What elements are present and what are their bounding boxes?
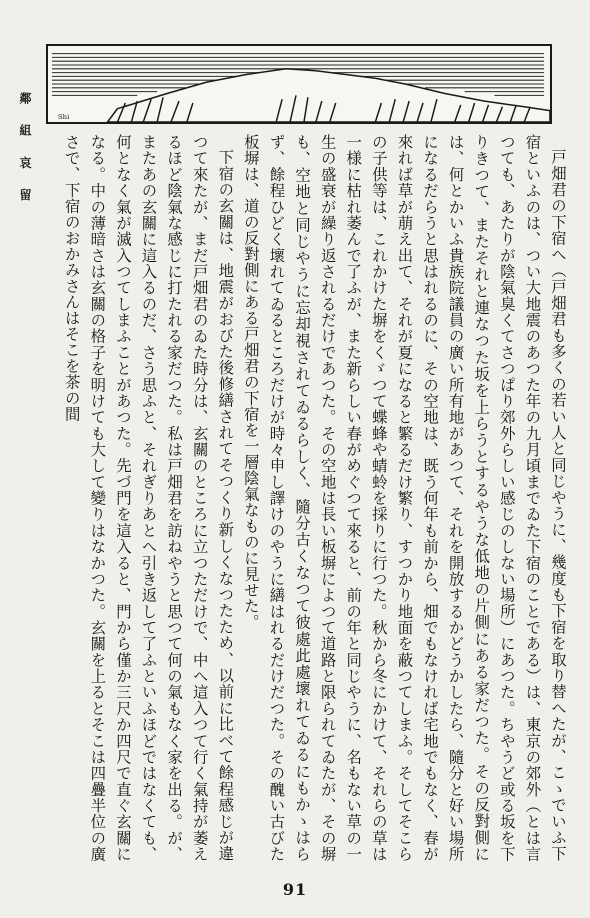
- artist-signature: Shi: [57, 113, 70, 122]
- mountain-landscape-image: [48, 46, 550, 122]
- paragraph: 戸畑君の下宿へ（戸畑君も多くの若い人と同じやうに、幾度も下宿を取り替へたが、こゝでいふ下宿といふのは、つい大地震のあつた年の九月頃までゐた下宿のことである）は、東京の郊外（とは言つても、あたりが陰氣臭くてさつぱり郊外らしい感じのしない場所）にあつた。ちやうど或る坂を下りきつて、またそれと連なつた坂を上らうとするやうな低地の片側にある家だつた。その反對側には、何とかいふ貴族院議員の廣い所有地があつて、それを開放するかどうかしたら、隨分と好い場所になるだらうと思はれるのに、その空地は、既う何年も前から、畑でもなければ宅地でもなく、春が來れば草が萠え出て、それが夏になると繁るだけ繁り、すつかり地面を蔽つてしまふ。そしてそこらの子供等は、これかけた塀をくゞつて蝶蜂や蜻蛉を採りに行つた。秋から冬にかけて、それらの草は一様に枯れ萎んで了ふが、また新らしい春がめぐつて來ると、前の年と同じやうに、名もない草の一生の盛衰が繰り返されるだけであつた。その空地は長い板塀によつて道路と限られてゐたが、その塀も、空地と同じやうに忘却視されてゐるらしく、隨分古くなつて彼處此處壞れてゐるにもかゝはらず、餘程ひどく壞れてゐるところだけが時々申し譯けのやうに繕はれるだけだつた。その醜い古びた板塀は、道の反對側にある戸畑君の下宿を一層陰氣なものに見せた。: [241, 134, 567, 862]
- header-illustration: [46, 44, 552, 124]
- body-text: [58, 134, 570, 862]
- page-number: 91: [282, 880, 308, 899]
- paragraph: 下宿の玄關は、地震がおびた後修繕されてそつくり新しくなつたため、以前に比べて餘程感じが違つて來たが、まだ戸畑君のゐた時分は、玄關のところに立つただけで、中へ這入つて行く氣持が萎えるほど陰氣な感じに打たれる家だつた。私は戸畑君を訪ねやうと思つて何の氣もなく家を出る。が、またあの玄關に這入るのだ、さう思ふと、それぎりあとへ引き返して了ふといふほどではなくても、何となく氣が滅入つてしまふことがあつた。先づ門を這入ると、門から僅か三尺か四尺で直ぐ玄關になる。中の薄暗さは玄關の格子を明けても大して變りはなかつた。玄關を上るとそこは四疊半位の廣さで、下宿のおかみさんはそこを茶の間: [62, 134, 235, 862]
- running-header-title: 鄰 組 哀 留: [18, 92, 32, 209]
